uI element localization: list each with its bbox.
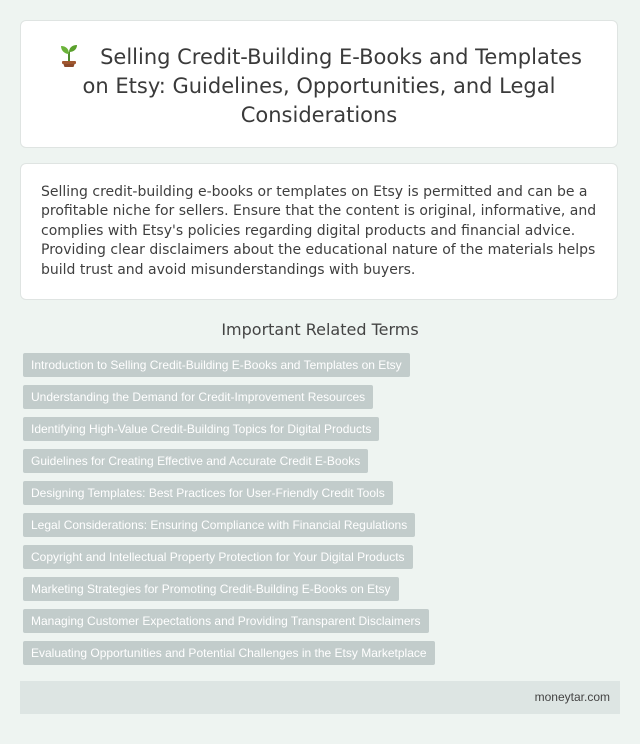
related-term-tag[interactable]: Marketing Strategies for Promoting Credit-Building E-Books on Etsy bbox=[23, 577, 399, 601]
related-term-tag[interactable]: Guidelines for Creating Effective and Accurate Credit E-Books bbox=[23, 449, 368, 473]
summary-text: Selling credit-building e-books or templates on Etsy is permitted and can be a profitable niche for sellers. Ensure that the content is original, informative, and complies with Etsy's policies regarding digital products and financial advice. Providing clear disclaimers about the educational nature of the materials helps build trust and avoid misunderstandings with buyers. bbox=[41, 184, 597, 278]
related-term-tag[interactable]: Introduction to Selling Credit-Building E-Books and Templates on Etsy bbox=[23, 353, 410, 377]
related-term-tag[interactable]: Designing Templates: Best Practices for User-Friendly Credit Tools bbox=[23, 481, 393, 505]
page-title-text: Selling Credit-Building E-Books and Templates on Etsy: Guidelines, Opportunities, and Legal Considerations bbox=[82, 45, 582, 127]
related-terms-list bbox=[23, 353, 435, 673]
footer-site-link[interactable]: moneytar.com bbox=[534, 690, 610, 704]
related-term-tag[interactable]: Evaluating Opportunities and Potential Challenges in the Etsy Marketplace bbox=[23, 641, 435, 665]
related-term-tag[interactable]: Understanding the Demand for Credit-Improvement Resources bbox=[23, 385, 373, 409]
page-title bbox=[21, 21, 617, 130]
title-card bbox=[20, 20, 618, 148]
related-term-tag[interactable]: Legal Considerations: Ensuring Compliance with Financial Regulations bbox=[23, 513, 415, 537]
related-terms-heading: Important Related Terms bbox=[221, 320, 419, 339]
summary-card bbox=[20, 163, 618, 300]
footer-bar bbox=[20, 681, 620, 714]
sprout-icon bbox=[56, 43, 82, 67]
related-term-tag[interactable]: Identifying High-Value Credit-Building Topics for Digital Products bbox=[23, 417, 379, 441]
related-term-tag[interactable]: Copyright and Intellectual Property Protection for Your Digital Products bbox=[23, 545, 413, 569]
related-term-tag[interactable]: Managing Customer Expectations and Providing Transparent Disclaimers bbox=[23, 609, 429, 633]
